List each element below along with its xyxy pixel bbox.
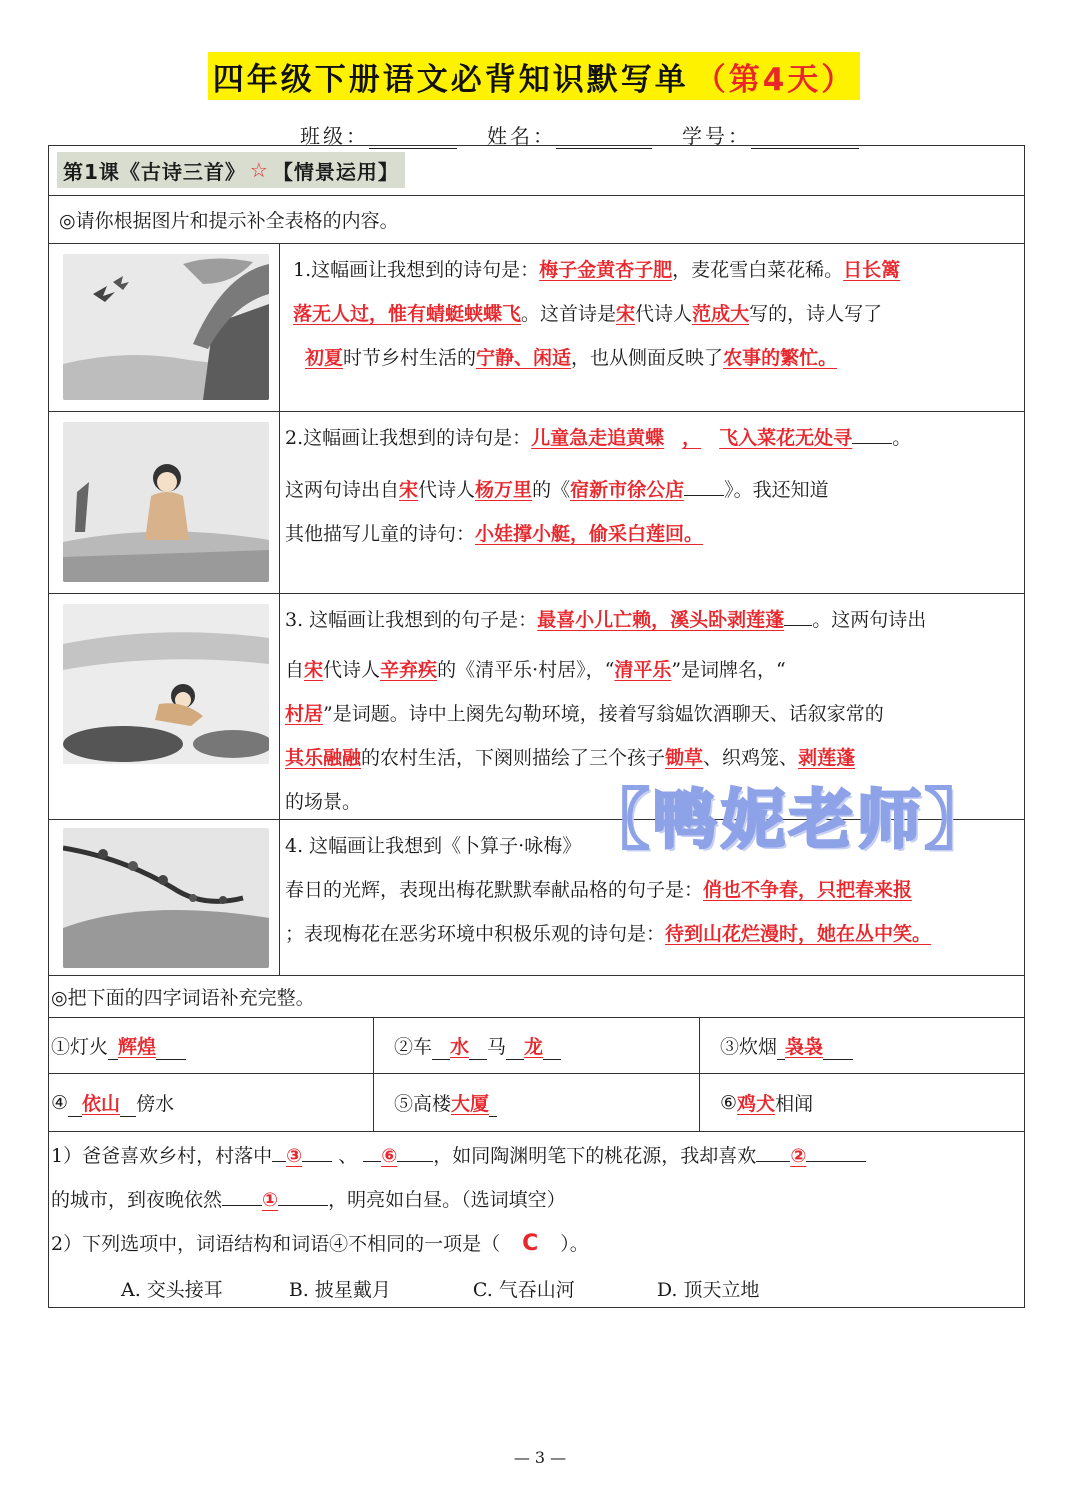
- title-main: 四年级下册语文必背知识默写单: [212, 61, 689, 98]
- fill-text: ）。: [560, 1233, 589, 1255]
- lesson-label: 第1课《古诗三首》: [63, 159, 246, 184]
- answer-blank[interactable]: 俏也不争春，只把春来报: [703, 879, 913, 901]
- q1-text: 代诗人: [635, 303, 693, 325]
- class-label: 班级：: [300, 124, 369, 148]
- underline: [120, 1089, 136, 1117]
- star-icon: ☆: [249, 158, 269, 182]
- q2-text: 的《: [532, 479, 571, 501]
- answer-blank[interactable]: ⑥: [381, 1145, 398, 1167]
- q3-text: 、织鸡笼、: [703, 747, 799, 769]
- answer-blank[interactable]: 飞入菜花无处寻: [719, 427, 853, 449]
- answer-blank[interactable]: 杨万里: [475, 479, 533, 501]
- underline: [806, 1134, 866, 1162]
- q3-text: 自: [285, 659, 305, 681]
- question-row-2: [49, 412, 1024, 594]
- q1-text: ，麦花雪白菜花稀。: [672, 259, 844, 281]
- author-watermark: 【鸭妮老师】: [585, 784, 993, 858]
- q3-prompt: 3. 这幅画让我想到的句子是：: [285, 609, 538, 631]
- underline: [432, 1032, 450, 1060]
- word-cell: [49, 1074, 374, 1131]
- q3-text: 。这两句诗出: [812, 609, 927, 631]
- answer-blank[interactable]: 宋: [399, 479, 419, 501]
- q1-prompt: 1.这幅画让我想到的诗句是：: [293, 259, 540, 281]
- word-cell: [374, 1074, 700, 1131]
- word-cell: [374, 1018, 700, 1073]
- picture-cell: [49, 820, 280, 975]
- answer-blank[interactable]: ②: [790, 1145, 807, 1167]
- answer-blank[interactable]: 其乐融融: [285, 747, 362, 769]
- q1-text: 时节乡村生活的: [343, 347, 477, 369]
- underline: [784, 598, 812, 626]
- fill-text: ，明亮如白昼。（选词填空）: [328, 1189, 566, 1211]
- underline: [469, 1032, 487, 1060]
- underline: [543, 1032, 561, 1060]
- q2-prompt: 2.这幅画让我想到的诗句是：: [285, 427, 532, 449]
- underline: [756, 1134, 790, 1162]
- q3-text: ”是词题。诗中上阕先勾勒环境，接着写翁媪饮酒聊天、话叙家常的: [323, 703, 884, 725]
- underline: [278, 1178, 328, 1206]
- fill-text: 1）爸爸喜欢乡村，村落中: [51, 1145, 273, 1167]
- instruction-row: [49, 196, 1024, 244]
- answer-blank[interactable]: 水: [450, 1036, 470, 1058]
- answer-blank[interactable]: 落无人过，惟有蜻蜓蛱蝶飞: [293, 303, 522, 325]
- answer-blank[interactable]: 宋: [616, 303, 636, 325]
- lesson-tag: [57, 152, 405, 188]
- answer-blank[interactable]: ①: [262, 1189, 279, 1211]
- fill-text: ，如同陶渊明笔下的桃花源，我却喜欢: [433, 1145, 757, 1167]
- option-b[interactable]: B. 披星戴月: [288, 1279, 391, 1301]
- student-info-line: [300, 115, 900, 149]
- word-prefix: ①灯火: [51, 1036, 109, 1058]
- fill-in-section: [49, 1132, 1024, 1309]
- answer-blank[interactable]: 清平乐: [614, 659, 672, 681]
- underline: [363, 1134, 381, 1162]
- page-number: — 3 —: [513, 1448, 567, 1467]
- underline: [272, 1134, 286, 1162]
- question-1-text: [281, 244, 1024, 411]
- options-row: [49, 1268, 1024, 1312]
- fill-text: 的城市，到夜晚依然: [51, 1189, 223, 1211]
- q3-text: 的农村生活，下阕则描绘了三个孩子: [361, 747, 666, 769]
- word-cell: [49, 1018, 374, 1073]
- option-a[interactable]: A. 交头接耳: [121, 1279, 223, 1301]
- answer-blank[interactable]: 最喜小儿亡赖，溪头卧剥莲蓬: [537, 609, 785, 631]
- answer-blank[interactable]: 依山: [82, 1093, 121, 1115]
- word-suffix: 相闻: [775, 1093, 814, 1115]
- answer-blank[interactable]: 农事的繁忙。: [723, 347, 838, 369]
- underline: [222, 1178, 262, 1206]
- underline: [302, 1134, 332, 1162]
- underline: [506, 1032, 524, 1060]
- id-label: 学号：: [682, 124, 751, 148]
- word-row-1: [49, 1018, 1024, 1074]
- answer-blank[interactable]: 宁静、闲适: [476, 347, 572, 369]
- q3-text: 的场景。: [285, 791, 362, 813]
- word-prefix: ③炊烟: [720, 1036, 778, 1058]
- answer-blank[interactable]: 宋: [304, 659, 324, 681]
- title-day: （第4天）: [694, 61, 856, 98]
- answer-blank[interactable]: 大厦: [451, 1093, 490, 1115]
- answer-blank[interactable]: 日长篱: [843, 259, 901, 281]
- answer-blank[interactable]: 小娃撑小艇，偷采白莲回。: [475, 523, 704, 545]
- q2-text: 这两句诗出自: [285, 479, 400, 501]
- underline: [108, 1032, 118, 1060]
- word-cell: [700, 1074, 1024, 1131]
- lesson-header-row: [49, 146, 1024, 196]
- word-row-2: [49, 1074, 1024, 1132]
- answer-blank[interactable]: 宿新市徐公店: [570, 479, 685, 501]
- q4-text: ；表现梅花在恶劣环境中积极乐观的诗句是：: [285, 923, 666, 945]
- question-2-text: [281, 412, 1024, 593]
- q1-text: 。这首诗是: [521, 303, 617, 325]
- answer-blank[interactable]: 儿童急走追黄蝶: [531, 427, 665, 449]
- name-label: 姓名：: [487, 124, 556, 148]
- answer-blank[interactable]: 范成大: [692, 303, 750, 325]
- answer-blank[interactable]: 袅袅: [785, 1036, 824, 1058]
- underline: [777, 1032, 785, 1060]
- q4-prompt: 4. 这幅画让我想到《卜算子·咏梅》: [285, 835, 582, 857]
- answer-blank[interactable]: 待到山花烂漫时，她在丛中笑。: [665, 923, 932, 945]
- q3-text: 代诗人: [323, 659, 381, 681]
- instruction-text: ◎把下面的四字词语补充完整。: [51, 987, 315, 1009]
- child-butterfly-painting: [63, 422, 269, 582]
- fill-text: 、: [338, 1145, 358, 1167]
- question-row-1: [49, 244, 1024, 412]
- word-cell: [700, 1018, 1024, 1073]
- q3-text: 的《清平乐·村居》，“: [437, 659, 615, 681]
- worksheet-table: [48, 145, 1025, 1308]
- underline: [68, 1089, 82, 1117]
- answer-blank[interactable]: 鸡犬: [737, 1093, 776, 1115]
- lotus-child-painting: [63, 604, 269, 764]
- option-d[interactable]: D. 顶天立地: [656, 1279, 760, 1301]
- picture-cell: [49, 244, 280, 411]
- q2-text: 其他描写儿童的诗句：: [285, 523, 476, 545]
- option-c[interactable]: C. 气吞山河: [472, 1279, 575, 1301]
- underline: [823, 1032, 853, 1060]
- lesson-type: 【情景运用】: [272, 159, 399, 184]
- underline: [397, 1134, 433, 1162]
- instruction-row-2: [49, 976, 1024, 1018]
- q3-text: ”是词牌名，“: [671, 659, 786, 681]
- word-prefix: ⑤高楼: [394, 1093, 452, 1115]
- q2-text: 代诗人: [418, 479, 476, 501]
- picture-cell: [49, 594, 280, 819]
- picture-cell: [49, 412, 280, 593]
- answer-blank[interactable]: 初夏: [305, 347, 344, 369]
- word-middle: 马: [487, 1036, 507, 1058]
- q2-text: 》。我还知道: [724, 479, 829, 501]
- underline: [852, 416, 892, 444]
- answer-blank[interactable]: 村居: [285, 703, 324, 725]
- plum-blossom-painting: [63, 828, 269, 968]
- word-suffix: 傍水: [136, 1093, 175, 1115]
- underline: [489, 1089, 497, 1117]
- answer-blank[interactable]: 梅子金黄杏子肥: [539, 259, 673, 281]
- answer-separator: ，: [682, 427, 702, 449]
- q1-text: 写的，诗人写了: [749, 303, 883, 325]
- worksheet-title: [208, 52, 860, 100]
- fill-text: 2）下列选项中，词语结构和词语④不相同的一项是（: [51, 1233, 501, 1255]
- word-prefix: ②车: [394, 1036, 433, 1058]
- underline: [684, 468, 724, 496]
- answer-blank[interactable]: 辛弃疾: [380, 659, 438, 681]
- q1-text: ，也从侧面反映了: [571, 347, 724, 369]
- answer-choice[interactable]: C: [522, 1231, 539, 1256]
- answer-blank[interactable]: 剥莲蓬: [798, 747, 856, 769]
- answer-blank[interactable]: ③: [286, 1145, 303, 1167]
- q4-text: 春日的光辉，表现出梅花默默奉献品格的句子是：: [285, 879, 704, 901]
- answer-blank[interactable]: 龙: [524, 1036, 544, 1058]
- word-prefix: ⑥: [720, 1091, 738, 1114]
- instruction-text: ◎请你根据图片和提示补全表格的内容。: [59, 210, 399, 232]
- underline: [156, 1032, 186, 1060]
- word-prefix: ④: [51, 1091, 69, 1114]
- answer-blank[interactable]: 辉煌: [118, 1036, 157, 1058]
- answer-blank[interactable]: 锄草: [665, 747, 704, 769]
- village-painting: [63, 254, 269, 400]
- q2-text: 。: [892, 427, 912, 449]
